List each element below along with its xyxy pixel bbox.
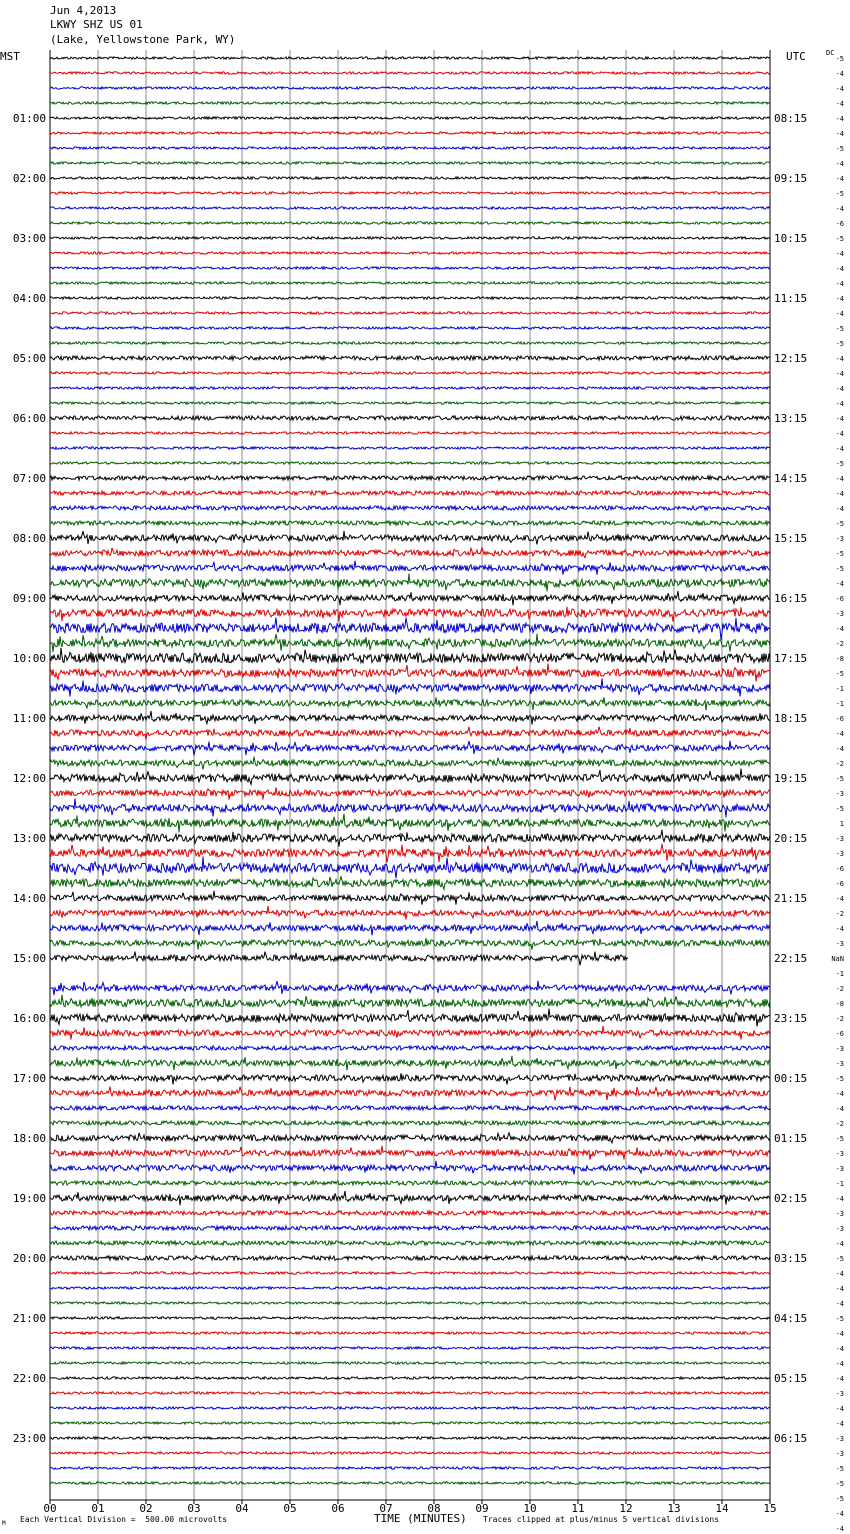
trace-row xyxy=(50,267,770,269)
dc-offset-label: -4 xyxy=(835,370,844,378)
left-hour-label: 03:00 xyxy=(12,232,46,245)
trace-row xyxy=(50,607,770,622)
x-tick-label: 04 xyxy=(235,1502,249,1515)
trace-row xyxy=(50,876,770,889)
dc-offset-header: DC xyxy=(826,49,835,57)
right-timezone-label: UTC xyxy=(786,50,806,63)
dc-offset-label: -4 xyxy=(835,1195,844,1203)
dc-offset-label: -4 xyxy=(835,1090,844,1098)
trace-row xyxy=(50,1317,770,1319)
dc-offset-label: -3 xyxy=(835,1435,844,1443)
trace-row xyxy=(50,741,770,756)
trace-row xyxy=(50,356,770,360)
trace-row xyxy=(50,1422,770,1424)
trace-row xyxy=(50,1332,770,1334)
x-tick-label: 12 xyxy=(619,1502,633,1515)
right-hour-label: 10:15 xyxy=(774,232,808,245)
trace-row xyxy=(50,1362,770,1364)
dc-offset-label: -4 xyxy=(835,1330,844,1338)
dc-offset-label: -3 xyxy=(835,1045,844,1053)
trace-row xyxy=(50,952,628,966)
trace-row xyxy=(50,402,770,404)
x-tick-label: 00 xyxy=(43,1502,57,1515)
dc-offset-label: -4 xyxy=(835,490,844,498)
trace-row xyxy=(50,1211,770,1215)
dc-offset-label: -4 xyxy=(835,1525,844,1533)
right-hour-label: 08:15 xyxy=(774,112,808,125)
dc-offset-label: -4 xyxy=(835,355,844,363)
dc-offset-label: -8 xyxy=(835,1000,844,1008)
trace-row xyxy=(50,327,770,329)
right-hour-label: 12:15 xyxy=(774,352,808,365)
dc-offset-label: -1 xyxy=(835,700,844,708)
dc-offset-label: -5 xyxy=(835,1315,844,1323)
dc-offset-label: -4 xyxy=(835,400,844,408)
dc-offset-label: -3 xyxy=(835,1210,844,1218)
dc-offset-label: -4 xyxy=(835,1240,844,1248)
trace-row xyxy=(50,1191,770,1205)
dc-offset-label: -3 xyxy=(835,1225,844,1233)
dc-offset-label: -5 xyxy=(835,190,844,198)
dc-offset-label: -4 xyxy=(835,70,844,78)
right-hour-label: 05:15 xyxy=(774,1372,808,1385)
dc-offset-label: -4 xyxy=(835,415,844,423)
trace-row xyxy=(50,491,770,495)
trace-row xyxy=(50,648,770,663)
trace-row xyxy=(50,787,770,799)
dc-offset-label: -5 xyxy=(835,1465,844,1473)
trace-row xyxy=(50,342,770,344)
left-hour-label: 20:00 xyxy=(12,1252,46,1265)
plot-date: Jun 4,2013 xyxy=(50,4,117,17)
left-hour-label: 10:00 xyxy=(12,652,46,665)
dc-offset-label: -5 xyxy=(835,235,844,243)
left-hour-label: 15:00 xyxy=(12,952,46,965)
right-hour-label: 14:15 xyxy=(774,472,808,485)
right-hour-label: 03:15 xyxy=(774,1252,808,1265)
left-hour-label: 14:00 xyxy=(12,892,46,905)
dc-offset-label: -4 xyxy=(835,1375,844,1383)
trace-row xyxy=(50,1272,770,1274)
dc-offset-label: -4 xyxy=(835,1105,844,1113)
trace-row xyxy=(50,387,770,389)
dc-offset-label: -3 xyxy=(835,850,844,858)
left-hour-label: 09:00 xyxy=(12,592,46,605)
trace-row xyxy=(50,162,770,164)
left-hour-label: 12:00 xyxy=(12,772,46,785)
right-hour-label: 00:15 xyxy=(774,1072,808,1085)
dc-offset-label: -3 xyxy=(835,940,844,948)
left-hour-label: 08:00 xyxy=(12,532,46,545)
right-hour-label: 22:15 xyxy=(774,952,808,965)
right-hour-label: 21:15 xyxy=(774,892,808,905)
trace-row xyxy=(50,938,770,949)
trace-row xyxy=(50,282,770,284)
dc-offset-label: -4 xyxy=(835,385,844,393)
dc-offset-label: -4 xyxy=(835,895,844,903)
dc-offset-label: -4 xyxy=(835,100,844,108)
dc-offset-label: -4 xyxy=(835,625,844,633)
trace-row xyxy=(50,207,770,209)
dc-offset-label: -6 xyxy=(835,865,844,873)
dc-offset-label: -4 xyxy=(835,1360,844,1368)
left-hour-label: 22:00 xyxy=(12,1372,46,1385)
station-code: LKWY SHZ US 01 xyxy=(50,18,143,31)
left-hour-label: 19:00 xyxy=(12,1192,46,1205)
trace-row xyxy=(50,1467,770,1469)
trace-row xyxy=(50,757,770,770)
dc-offset-label: -3 xyxy=(835,1450,844,1458)
trace-row xyxy=(50,697,770,710)
dc-offset-label: -5 xyxy=(835,670,844,678)
dc-offset-label: -4 xyxy=(835,1510,844,1518)
dc-offset-label: -3 xyxy=(835,790,844,798)
trace-row xyxy=(50,1226,770,1230)
dc-offset-label: -8 xyxy=(835,655,844,663)
trace-row xyxy=(50,87,770,89)
left-hour-label: 11:00 xyxy=(12,712,46,725)
x-tick-label: 11 xyxy=(571,1502,585,1515)
trace-row xyxy=(50,981,770,995)
dc-offset-label: -2 xyxy=(835,760,844,768)
trace-row xyxy=(50,132,770,134)
dc-offset-label: -2 xyxy=(835,640,844,648)
left-hour-label: 06:00 xyxy=(12,412,46,425)
dc-offset-label: -3 xyxy=(835,835,844,843)
dc-offset-label: -4 xyxy=(835,1270,844,1278)
dc-offset-label: -1 xyxy=(835,970,844,978)
trace-row xyxy=(50,447,770,449)
trace-row xyxy=(50,1009,770,1027)
dc-offset-label: -4 xyxy=(835,265,844,273)
x-tick-label: 01 xyxy=(91,1502,105,1515)
dc-offset-label: -4 xyxy=(835,175,844,183)
dc-offset-label: -5 xyxy=(835,1480,844,1488)
trace-row xyxy=(50,814,770,833)
trace-row xyxy=(50,1437,770,1439)
x-tick-label: 02 xyxy=(139,1502,153,1515)
trace-row xyxy=(50,1056,770,1070)
dc-offset-label: -4 xyxy=(835,505,844,513)
dc-offset-label: -2 xyxy=(835,1120,844,1128)
trace-row xyxy=(50,634,770,653)
trace-row xyxy=(50,192,770,194)
left-hour-label: 05:00 xyxy=(12,352,46,365)
trace-row xyxy=(50,1181,770,1185)
dc-offset-label: -2 xyxy=(835,985,844,993)
vertical-division-note: Each Vertical Division = 500.00 microvolts xyxy=(20,1515,228,1524)
trace-row xyxy=(50,506,770,510)
dc-offset-label: -5 xyxy=(835,1495,844,1503)
dc-offset-label: -3 xyxy=(835,1390,844,1398)
x-tick-label: 13 xyxy=(667,1502,681,1515)
left-hour-label: 23:00 xyxy=(12,1432,46,1445)
trace-row xyxy=(50,591,770,605)
trace-row xyxy=(50,462,770,464)
trace-row xyxy=(50,1046,770,1050)
trace-row xyxy=(50,799,770,818)
dc-offset-label: -3 xyxy=(835,610,844,618)
trace-row xyxy=(50,416,770,420)
dc-offset-label: -4 xyxy=(835,730,844,738)
trace-row xyxy=(50,769,770,785)
trace-row xyxy=(50,531,770,545)
trace-group xyxy=(50,57,770,1484)
right-hour-label: 13:15 xyxy=(774,412,808,425)
clip-note: Traces clipped at plus/minus 5 vertical divisions xyxy=(483,1515,720,1524)
dc-offset-label: -5 xyxy=(835,55,844,63)
dc-offset-label: -4 xyxy=(835,925,844,933)
trace-row xyxy=(50,618,770,640)
trace-row xyxy=(50,432,770,434)
trace-row xyxy=(50,1392,770,1394)
dc-offset-label: -4 xyxy=(835,115,844,123)
trace-row xyxy=(50,1241,770,1245)
dc-offset-label: -5 xyxy=(835,565,844,573)
dc-offset-label: -4 xyxy=(835,1420,844,1428)
trace-row xyxy=(50,222,770,224)
trace-row xyxy=(50,1073,770,1084)
x-tick-label: 05 xyxy=(283,1502,297,1515)
right-hour-label: 20:15 xyxy=(774,832,808,845)
dc-offset-label: -5 xyxy=(835,340,844,348)
dc-offset-label: -5 xyxy=(835,460,844,468)
x-tick-label: 03 xyxy=(187,1502,201,1515)
trace-row xyxy=(50,297,770,299)
right-hour-label: 01:15 xyxy=(774,1132,808,1145)
dc-offset-label: -5 xyxy=(835,775,844,783)
trace-row xyxy=(50,574,770,592)
trace-row xyxy=(50,102,770,104)
dc-offset-label: -4 xyxy=(835,1285,844,1293)
trace-row xyxy=(50,1287,770,1289)
x-tick-label: 08 xyxy=(427,1502,441,1515)
trace-row xyxy=(50,1161,770,1175)
dc-offset-label: -4 xyxy=(835,1345,844,1353)
trace-row xyxy=(50,476,770,480)
trace-row xyxy=(50,664,770,682)
trace-row xyxy=(50,1133,770,1143)
x-tick-label: 15 xyxy=(763,1502,777,1515)
trace-row xyxy=(50,372,770,374)
right-hour-label: 17:15 xyxy=(774,652,808,665)
right-hour-label: 06:15 xyxy=(774,1432,808,1445)
trace-row xyxy=(50,1407,770,1409)
right-hour-label: 15:15 xyxy=(774,532,808,545)
left-hour-label: 13:00 xyxy=(12,832,46,845)
trace-row xyxy=(50,1347,770,1349)
trace-row xyxy=(50,1452,770,1454)
dc-offset-label: -4 xyxy=(835,580,844,588)
dc-offset-label: -3 xyxy=(835,1150,844,1158)
trace-row xyxy=(50,177,770,179)
left-hour-label: 16:00 xyxy=(12,1012,46,1025)
trace-row xyxy=(50,1146,770,1160)
dc-offset-label: 1 xyxy=(839,820,844,828)
dc-offset-label: -4 xyxy=(835,475,844,483)
dc-offset-label: -3 xyxy=(835,535,844,543)
trace-row xyxy=(50,844,770,863)
trace-row xyxy=(50,727,770,740)
dc-offset-label: -4 xyxy=(835,160,844,168)
trace-row xyxy=(50,906,770,920)
x-tick-label: 07 xyxy=(379,1502,393,1515)
dc-offset-label: -4 xyxy=(835,430,844,438)
right-hour-label: 02:15 xyxy=(774,1192,808,1205)
footer-mark: M xyxy=(2,1520,6,1527)
left-hour-label: 21:00 xyxy=(12,1312,46,1325)
dc-offset-label: -6 xyxy=(835,880,844,888)
dc-offset-label: -2 xyxy=(835,910,844,918)
left-hour-label: 07:00 xyxy=(12,472,46,485)
left-hour-label: 18:00 xyxy=(12,1132,46,1145)
dc-offset-label: -5 xyxy=(835,1075,844,1083)
trace-row xyxy=(50,561,770,575)
trace-row xyxy=(50,995,770,1007)
dc-offset-label: -4 xyxy=(835,130,844,138)
trace-row xyxy=(50,117,770,119)
trace-row xyxy=(50,1256,770,1260)
trace-row xyxy=(50,1026,770,1040)
dc-offset-label: -4 xyxy=(835,310,844,318)
trace-row xyxy=(50,237,770,239)
right-hour-label: 16:15 xyxy=(774,592,808,605)
right-hour-label: 23:15 xyxy=(774,1012,808,1025)
dc-offset-label: -1 xyxy=(835,1180,844,1188)
trace-row xyxy=(50,72,770,74)
trace-row xyxy=(50,1087,770,1101)
dc-offset-label: -4 xyxy=(835,745,844,753)
trace-row xyxy=(50,891,770,905)
left-hour-label: 02:00 xyxy=(12,172,46,185)
x-axis-label: TIME (MINUTES) xyxy=(374,1512,467,1525)
dc-offset-label: -1 xyxy=(835,685,844,693)
right-hour-label: 09:15 xyxy=(774,172,808,185)
dc-offset-label: -3 xyxy=(835,1060,844,1068)
trace-row xyxy=(50,312,770,314)
dc-offset-label: -6 xyxy=(835,595,844,603)
trace-row xyxy=(50,1377,770,1379)
dc-offset-label: -5 xyxy=(835,1255,844,1263)
dc-offset-label: -5 xyxy=(835,325,844,333)
dc-offset-label: -4 xyxy=(835,1300,844,1308)
dc-offset-label: -4 xyxy=(835,205,844,213)
x-tick-label: 14 xyxy=(715,1502,729,1515)
dc-offset-label: -5 xyxy=(835,1135,844,1143)
dc-offset-label: -4 xyxy=(835,280,844,288)
dc-offset-label: NaN xyxy=(831,955,844,963)
trace-row xyxy=(50,1482,770,1484)
dc-offset-label: -6 xyxy=(835,220,844,228)
trace-row xyxy=(50,1302,770,1304)
dc-offset-label: -4 xyxy=(835,445,844,453)
trace-row xyxy=(50,252,770,254)
dc-offset-label: -5 xyxy=(835,550,844,558)
left-hour-label: 01:00 xyxy=(12,112,46,125)
x-tick-label: 10 xyxy=(523,1502,537,1515)
dc-offset-label: -3 xyxy=(835,1165,844,1173)
dc-offset-label: -5 xyxy=(835,145,844,153)
station-location: (Lake, Yellowstone Park, WY) xyxy=(50,33,236,46)
dc-offset-label: -4 xyxy=(835,1405,844,1413)
right-hour-label: 04:15 xyxy=(774,1312,808,1325)
dc-offset-label: -5 xyxy=(835,805,844,813)
trace-row xyxy=(50,147,770,149)
dc-offset-label: -4 xyxy=(835,295,844,303)
trace-row xyxy=(50,711,770,725)
dc-offset-label: -4 xyxy=(835,85,844,93)
left-hour-label: 17:00 xyxy=(12,1072,46,1085)
dc-offset-label: -4 xyxy=(835,250,844,258)
right-hour-label: 18:15 xyxy=(774,712,808,725)
dc-offset-label: -6 xyxy=(835,715,844,723)
trace-row xyxy=(50,1121,770,1125)
trace-row xyxy=(50,679,770,697)
dc-offset-label: -5 xyxy=(835,520,844,528)
right-hour-label: 11:15 xyxy=(774,292,808,305)
x-tick-label: 09 xyxy=(475,1502,489,1515)
dc-offset-label: -2 xyxy=(835,1015,844,1023)
trace-row xyxy=(50,521,770,525)
trace-row xyxy=(50,857,770,879)
trace-row xyxy=(50,57,770,59)
left-timezone-label: MST xyxy=(0,50,20,63)
dc-offset-label: -6 xyxy=(835,1030,844,1038)
right-hour-label: 19:15 xyxy=(774,772,808,785)
trace-row xyxy=(50,921,770,935)
x-tick-label: 06 xyxy=(331,1502,345,1515)
left-hour-label: 04:00 xyxy=(12,292,46,305)
trace-row xyxy=(50,1106,770,1110)
trace-row xyxy=(50,548,770,558)
